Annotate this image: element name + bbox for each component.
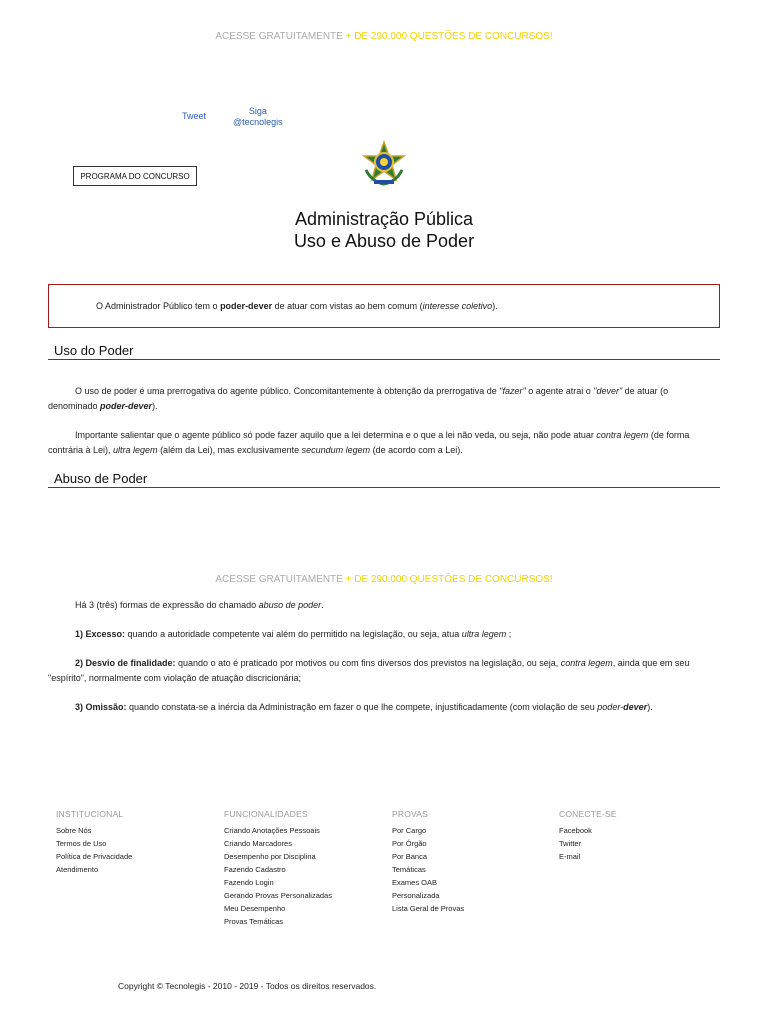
para-italic: secundum legem: [301, 445, 371, 455]
para-text: (de acordo com a Lei).: [370, 445, 463, 455]
footer-link[interactable]: Sobre Nós: [56, 826, 92, 835]
footer-link[interactable]: Atendimento: [56, 865, 99, 874]
promo-text-part2: + DE 290.000 QUESTÕES DE CONCURSOS!: [345, 31, 553, 42]
highlight-box: [48, 284, 720, 328]
item-italic: poder-: [597, 702, 624, 712]
para-text: de atuar (o denominado: [48, 386, 669, 411]
footer-link[interactable]: Fazendo Cadastro: [224, 865, 286, 874]
para-text: .: [321, 600, 324, 610]
para-italic: ultra legem: [113, 445, 158, 455]
list-item: [48, 700, 720, 715]
para-italic: "fazer": [499, 386, 526, 396]
section-heading-uso: Uso do Poder: [54, 343, 134, 358]
highlight-italic: interesse coletivo: [422, 301, 493, 311]
footer-link-facebook[interactable]: Facebook: [559, 826, 592, 835]
section-divider: [48, 487, 720, 488]
para-bold-italic: poder-dever: [100, 401, 153, 411]
item-text: , ainda que em seu "espírito", normalmente com violação de atuação discricionária;: [48, 658, 690, 683]
para-text: o agente atrai o: [525, 386, 594, 396]
item-text: quando o ato é praticado por motivos ou com fins diversos dos previstos na legislação, ou seja,: [175, 658, 561, 668]
para-text: ).: [152, 401, 158, 411]
mid-promo-banner[interactable]: [0, 574, 768, 585]
para-italic: contra legem: [596, 430, 649, 440]
item-italic: ultra legem: [461, 629, 507, 639]
page-title: [0, 208, 768, 252]
footer-link[interactable]: Política de Privacidade: [56, 852, 133, 861]
footer-link[interactable]: Por Cargo: [392, 826, 427, 835]
item-text: quando a autoridade competente vai além do permitido na legislação, ou seja, atua: [125, 629, 462, 639]
footer-link[interactable]: Meu Desempenho: [224, 904, 286, 913]
top-promo-banner[interactable]: [0, 31, 768, 42]
footer-link[interactable]: Por Órgão: [392, 839, 427, 848]
paragraph: [48, 384, 720, 414]
follow-link-line2[interactable]: @tecnolegis: [233, 117, 283, 127]
para-italic: "dever": [593, 386, 623, 396]
item-label: 2) Desvio de finalidade:: [75, 658, 176, 668]
para-italic: abuso de poder: [258, 600, 322, 610]
para-text: O uso de poder é uma prerrogativa do agente público. Concomitantemente à obtenção da prerrogativa de: [75, 386, 500, 396]
paragraph: [48, 428, 720, 458]
promo-text-part2: + DE 290.000 QUESTÕES DE CONCURSOS!: [345, 574, 553, 585]
follow-link-wrap: [233, 106, 283, 128]
para-text: (de forma contrária à Lei),: [48, 430, 690, 455]
footer-link[interactable]: Exames OAB: [392, 878, 438, 887]
footer-link[interactable]: Lista Geral de Provas: [392, 904, 465, 913]
footer-heading: FUNCIONALIDADES: [224, 809, 308, 819]
item-text: ;: [506, 629, 512, 639]
highlight-text: ).: [492, 301, 498, 311]
item-text: ).: [647, 702, 653, 712]
para-text: (além da Lei), mas exclusivamente: [157, 445, 302, 455]
paragraph: [48, 598, 720, 613]
footer-col-provas: [392, 808, 464, 915]
tweet-link[interactable]: Tweet: [182, 111, 207, 121]
program-button[interactable]: PROGRAMA DO CONCURSO: [73, 166, 197, 186]
footer-link-email[interactable]: E-mail: [559, 852, 581, 861]
section-heading-abuso: Abuso de Poder: [54, 471, 148, 486]
footer-heading: PROVAS: [392, 809, 428, 819]
page-title-line2: Uso e Abuso de Poder: [293, 231, 475, 251]
item-bold-italic: dever: [623, 702, 648, 712]
section-divider: [48, 359, 720, 360]
footer-link[interactable]: Por Banca: [392, 852, 428, 861]
promo-text-part1: ACESSE GRATUITAMENTE: [215, 574, 343, 585]
footer-col-institucional: [56, 808, 132, 876]
footer-link[interactable]: Provas Temáticas: [224, 917, 284, 926]
highlight-text: de atuar com vistas ao bem comum (: [272, 301, 423, 311]
highlight-bold: poder-dever: [220, 301, 273, 311]
page-title-line1: Administração Pública: [294, 209, 474, 229]
footer-link[interactable]: Desempenho por Disciplina: [224, 852, 316, 861]
footer-link-twitter[interactable]: Twitter: [559, 839, 582, 848]
list-item: [48, 656, 720, 686]
footer-col-conecte: [559, 808, 617, 863]
footer-heading: INSTITUCIONAL: [56, 809, 124, 819]
footer-link[interactable]: Termos de Uso: [56, 839, 107, 848]
list-item: [48, 627, 720, 642]
item-label: 1) Excesso:: [75, 629, 126, 639]
item-italic: contra legem: [560, 658, 613, 668]
promo-text-part1: ACESSE GRATUITAMENTE: [215, 31, 343, 42]
footer-link[interactable]: Criando Anotações Pessoais: [224, 826, 320, 835]
tweet-link-wrap: [182, 106, 206, 124]
follow-link-line1[interactable]: Siga: [248, 106, 267, 116]
footer-link[interactable]: Gerando Provas Personalizadas: [224, 891, 332, 900]
item-text: quando constata-se a inércia da Administração em fazer o que lhe compete, injustificadamente (com violação de seu: [126, 702, 598, 712]
footer-heading: CONECTE-SE: [559, 809, 617, 819]
para-text: Há 3 (três) formas de expressão do chamado: [75, 600, 259, 610]
copyright: Copyright © Tecnolegis - 2010 - 2019 - Todos os direitos reservados.: [118, 981, 377, 991]
footer-col-funcionalidades: [224, 808, 332, 928]
footer-link[interactable]: Fazendo Login: [224, 878, 274, 887]
para-text: Importante salientar que o agente público só pode fazer aquilo que a lei determina e o que a lei não veda, ou seja, não pode atuar: [75, 430, 597, 440]
footer-link[interactable]: Criando Marcadores: [224, 839, 292, 848]
brazil-coat-of-arms-icon: [360, 140, 408, 188]
item-label: 3) Omissão:: [75, 702, 127, 712]
highlight-text: O Administrador Público tem o: [96, 301, 221, 311]
footer-link[interactable]: Personalizada: [392, 891, 440, 900]
footer-link[interactable]: Temáticas: [392, 865, 426, 874]
